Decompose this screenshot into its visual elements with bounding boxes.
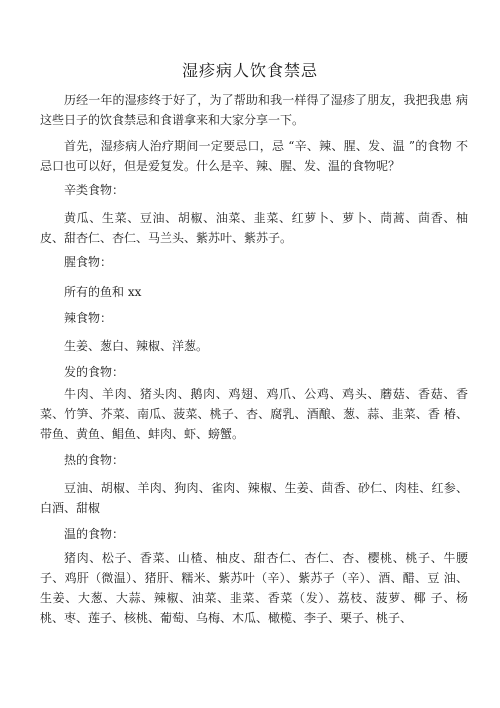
section-body-fishy: 所有的鱼和 xx bbox=[64, 285, 142, 299]
section-heading-fishy: 腥食物： bbox=[64, 255, 113, 269]
section-heading-hot: 热的食物： bbox=[64, 453, 125, 467]
section-heading-pungent: 辛类食物： bbox=[64, 183, 125, 197]
first-paragraph: 首先，湿疹病人治疗期间一定要忌口，忌 “辛、辣、腥、发、温 ”的食物 不忌口也可以好，但是爱复发。什么是辛、辣、腥、发、温的食物呢？ bbox=[40, 139, 468, 173]
document-title: 湿疹病人饮食禁忌 bbox=[181, 61, 318, 80]
section-heading-spicy: 辣食物： bbox=[64, 311, 113, 325]
section-body-warm: 猪肉、松子、香菜、山楂、柚皮、甜杏仁、杏仁、杏、樱桃、桃子、牛腰 子、鸡肝（微温）、猪肝、糯米、紫苏叶（辛）、紫苏子（辛）、酒、醋、豆 油、生姜、大葱、大蒜、辣椒、油菜、韭菜、香菜（发）、荔枝、菠萝、椰 子、杨桃、枣、莲子、核桃、葡萄、乌梅、木瓜、橄榄、李子、栗子、桃子、 bbox=[40, 551, 468, 625]
section-body-pungent: 黄瓜、生菜、豆油、胡椒、油菜、韭菜、红萝卜、萝卜、茼蒿、茴香、柚 皮、甜杏仁、杏仁、马兰头、紫苏叶、紫苏子。 bbox=[40, 211, 468, 245]
section-heading-warm: 温的食物： bbox=[64, 527, 125, 541]
section-heading-trigger: 发的食物： bbox=[64, 365, 125, 379]
intro-paragraph: 历经一年的湿疹终于好了，为了帮助和我一样得了湿疹了朋友，我把我患 病这些日子的饮食禁忌和食谱拿来和大家分享一下。 bbox=[40, 93, 468, 127]
section-body-hot: 豆油、胡椒、羊肉、狗肉、雀肉、辣椒、生姜、茴香、砂仁、肉桂、红参、白酒、甜椒 bbox=[40, 481, 468, 515]
section-body-spicy: 生姜、葱白、辣椒、洋葱。 bbox=[64, 339, 209, 353]
section-body-trigger: 牛肉、羊肉、猪头肉、鹅肉、鸡翅、鸡爪、公鸡、鸡头、蘑菇、香菇、香 菜、竹笋、芥菜、南瓜、菠菜、桃子、杏、腐乳、酒酿、葱、蒜、韭菜、香 椿、带鱼、黄鱼、鲳鱼、蚌肉、虾、螃蟹。 bbox=[40, 387, 468, 441]
